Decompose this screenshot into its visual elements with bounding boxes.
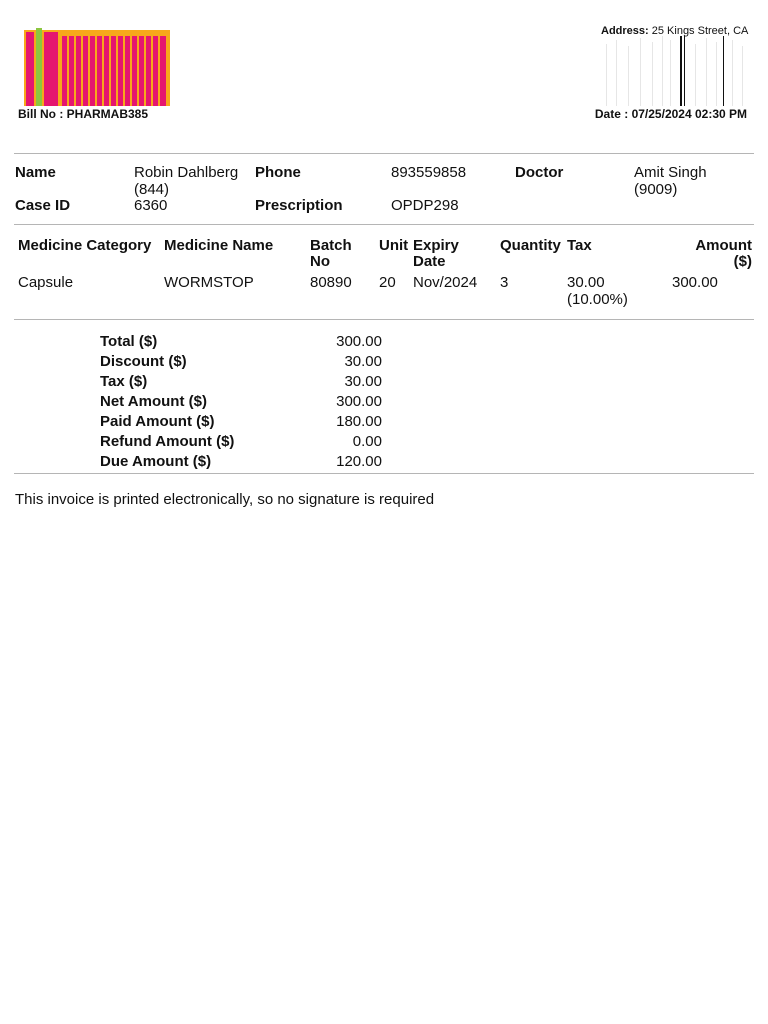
bill-date-label: Date :	[594, 107, 629, 121]
cell-amount: 300.00	[672, 274, 718, 291]
divider-table	[14, 319, 754, 320]
logo-graphic	[24, 28, 170, 106]
summary-value-paid-amount: 180.00	[336, 413, 382, 430]
divider-summary	[14, 473, 754, 474]
name-label: Name	[15, 164, 56, 181]
col-header-quantity: Quantity	[500, 237, 561, 254]
prescription-label: Prescription	[255, 197, 343, 214]
summary-label-tax: Tax ($)	[100, 373, 148, 390]
barcode-decoration	[600, 36, 750, 106]
col-header-batch-no: Batch No	[310, 237, 352, 270]
bill-number-label: Bill No :	[18, 107, 64, 121]
cell-batch-no: 80890	[310, 274, 352, 291]
col-header-unit: Unit	[379, 237, 409, 254]
col-header-expiry-date: Expiry Date	[413, 237, 459, 270]
col-header-amount: Amount ($)	[695, 237, 752, 270]
col-header-tax: Tax	[567, 237, 592, 254]
address-value: 25 Kings Street, CA	[651, 25, 749, 37]
summary-label-net-amount: Net Amount ($)	[100, 393, 207, 410]
col-header-category: Medicine Category	[18, 237, 152, 254]
summary-label-refund-amount: Refund Amount ($)	[100, 433, 235, 450]
cell-category: Capsule	[18, 274, 74, 291]
col-header-medicine-name: Medicine Name	[164, 237, 274, 254]
cell-medicine-name: WORMSTOP	[164, 274, 254, 291]
table-row	[0, 274, 768, 314]
summary-label-due-amount: Due Amount ($)	[100, 453, 212, 470]
summary-value-due-amount: 120.00	[336, 453, 382, 470]
doctor-value: Amit Singh (9009)	[634, 164, 707, 198]
address-label: Address:	[601, 25, 649, 37]
divider-patient	[14, 224, 754, 225]
bill-date-value: 07/25/2024 02:30 PM	[631, 107, 747, 121]
doctor-label: Doctor	[515, 164, 564, 181]
pharmacy-logo	[24, 28, 170, 106]
cell-tax: 30.00 (10.00%)	[567, 274, 628, 308]
summary-label-paid-amount: Paid Amount ($)	[100, 413, 215, 430]
summary-value-tax: 30.00	[344, 373, 382, 390]
case-id-label: Case ID	[15, 197, 71, 214]
phone-value: 893559858	[391, 164, 467, 181]
summary-label-discount: Discount ($)	[100, 353, 187, 370]
bill-number-value: PHARMAB385	[66, 107, 149, 121]
name-value: Robin Dahlberg (844)	[134, 164, 239, 198]
case-id-value: 6360	[134, 197, 168, 214]
footer-note: This invoice is printed electronically, so no signature is required	[15, 491, 435, 508]
summary-value-discount: 30.00	[344, 353, 382, 370]
summary-value-total: 300.00	[336, 333, 382, 350]
divider-top	[14, 153, 754, 154]
barcode-icon	[600, 36, 750, 106]
summary-block	[0, 333, 768, 473]
bill-date	[595, 107, 747, 121]
prescription-value: OPDP298	[391, 197, 459, 214]
summary-value-refund-amount: 0.00	[352, 433, 382, 450]
cell-unit: 20	[379, 274, 396, 291]
bill-number	[18, 107, 148, 121]
cell-expiry-date: Nov/2024	[413, 274, 478, 291]
summary-label-total: Total ($)	[100, 333, 158, 350]
summary-value-net-amount: 300.00	[336, 393, 382, 410]
cell-quantity: 3	[500, 274, 509, 291]
phone-label: Phone	[255, 164, 301, 181]
address	[601, 25, 748, 37]
